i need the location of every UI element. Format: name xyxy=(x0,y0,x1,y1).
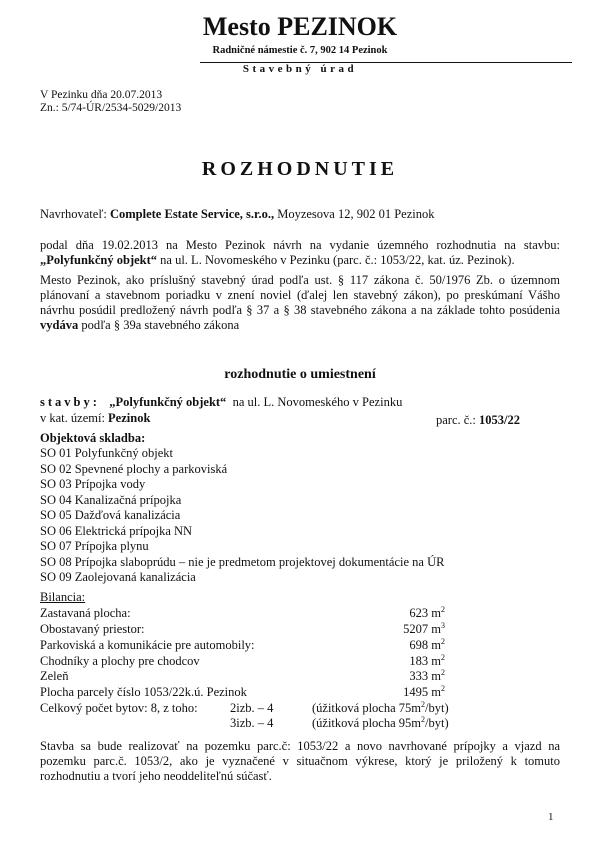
balance-row-value: 698 $m^2$ xyxy=(409,636,445,652)
flats-label: Celkový počet bytov: 8, z toho: xyxy=(40,701,198,715)
balance-row-value: 333 $m^2$ xyxy=(409,667,445,683)
parcel-line xyxy=(436,413,520,428)
balance-row-label: Plocha parcely číslo 1053/22k.ú. Pezinok xyxy=(40,685,247,699)
balance-row-label: Zastavaná plocha: xyxy=(40,606,131,620)
city-title: Mesto PEZINOK xyxy=(202,12,398,41)
decision-title: rozhodnutie o umiestnení xyxy=(224,367,376,382)
issues-word: vydáva xyxy=(40,318,79,332)
cadastre-line xyxy=(40,411,150,426)
cadastre-value: Pezinok xyxy=(108,411,151,425)
balance-row-label: Zeleň xyxy=(40,669,69,683)
reference-number: Zn.: 5/74-ÚR/2534-5029/2013 xyxy=(40,102,182,114)
office-name: Stavebný úrad xyxy=(242,63,358,75)
construction-location: na ul. L. Novomeského v Pezinku xyxy=(232,395,403,409)
balance-title: Bilancia: xyxy=(40,590,86,604)
balance-row-label: Obostavaný priestor: xyxy=(40,622,145,636)
page-number: 1 xyxy=(548,811,554,823)
balance-row-label: Chodníky a plochy pre chodcov xyxy=(40,654,200,668)
parcel-label: parc. č.: xyxy=(436,413,476,427)
list-item: SO 02 Spevnené plochy a parkoviská xyxy=(40,461,228,476)
construction-label: stavby: xyxy=(40,395,100,409)
intro-p1-text: podal dňa 19.02.2013 na Mesto Pezinok návrh na vydanie územného rozhodnutia na stavbu: xyxy=(40,238,560,252)
intro-p1-end: na ul. L. Novomeského v Pezinku (parc. č.: 1053/22, kat. úz. Pezinok). xyxy=(160,253,515,267)
city-address: Radničné námestie č. 7, 902 14 Pezinok xyxy=(212,45,388,56)
flat-type: 2izb. – 4 xyxy=(230,701,274,715)
objects-list xyxy=(40,446,560,586)
list-item: SO 09 Zaolejovaná kanalizácia xyxy=(40,570,196,584)
applicant-line xyxy=(40,207,434,222)
flat-type: 3izb. – 4 xyxy=(230,716,274,730)
intro-p2-end: podľa § 39a stavebného zákona xyxy=(81,318,240,332)
parcel-value: 1053/22 xyxy=(479,413,521,427)
flat-area: (úžitková plocha $75m^2/byt$) xyxy=(312,699,449,715)
list-item: SO 03 Prípojka vody xyxy=(40,477,146,491)
list-item: SO 05 Dažďová kanalizácia xyxy=(40,508,181,522)
list-item: SO 01 Polyfunkčný objekt xyxy=(40,446,173,460)
balance-row-value: 1495 $m^2$ xyxy=(403,683,445,699)
flat-area: (úžitková plocha $95m^2/byt$) xyxy=(312,714,449,730)
date-line: V Pezinku dňa 20.07.2013 xyxy=(40,89,163,101)
list-item: SO 04 Kanalizačná prípojka xyxy=(40,492,182,507)
balance-row-value: 183 $m^2$ xyxy=(409,652,445,668)
construction-line xyxy=(40,395,402,410)
intro-paragraph-2 xyxy=(40,273,560,333)
applicant-name: Complete Estate Service, s.r.o., xyxy=(109,207,275,221)
list-item: SO 08 Prípojka slaboprúdu – nie je predmetom projektovej dokumentácie na ÚR xyxy=(40,554,445,569)
construction-name: „Polyfunkčný objekt“ xyxy=(109,395,227,409)
project-name: „Polyfunkčný objekt“ xyxy=(40,253,158,267)
balance-row-label: Parkoviská a komunikácie pre automobily: xyxy=(40,638,255,652)
applicant-label: Navrhovateľ: xyxy=(40,207,107,221)
applicant-address: Moyzesova 12, 902 01 Pezinok xyxy=(277,207,435,221)
balance-row-value: 623 $m^2$ xyxy=(409,604,445,620)
closing-paragraph: Stavba sa bude realizovať na pozemku parc.č: 1053/22 a novo navrhované prípojky a vjazd na pozemku parc.č. 1053/2, ako je vyznačené v situačnom výkrese, ktorý je priložený k tomuto rozhodnutiu a tvorí jeho neoddeliteľnú súčasť. xyxy=(40,739,560,783)
cadastre-label: v kat. území: xyxy=(40,411,105,425)
document-title: ROZHODNUTIE xyxy=(201,158,399,180)
objects-title: Objektová skladba: xyxy=(40,431,146,445)
balance-row-value: 5207 $m^3$ xyxy=(403,620,445,636)
list-item: SO 06 Elektrická prípojka NN xyxy=(40,523,193,538)
list-item: SO 07 Prípojka plynu xyxy=(40,539,149,553)
intro-paragraph-1 xyxy=(40,238,560,268)
intro-p2-text: Mesto Pezinok, ako príslušný stavebný úrad podľa ust. § 117 zákona č. 50/1976 Zb. o územnom plánovaní a stavebnom poriadku v znení noviel (ďalej len stavebný zákon), po preskúmaní Vášho návrhu posúdil predložený návrh podľa § 37 a § 38 stavebného zákona a na základe tohto posúdenia xyxy=(40,273,560,317)
